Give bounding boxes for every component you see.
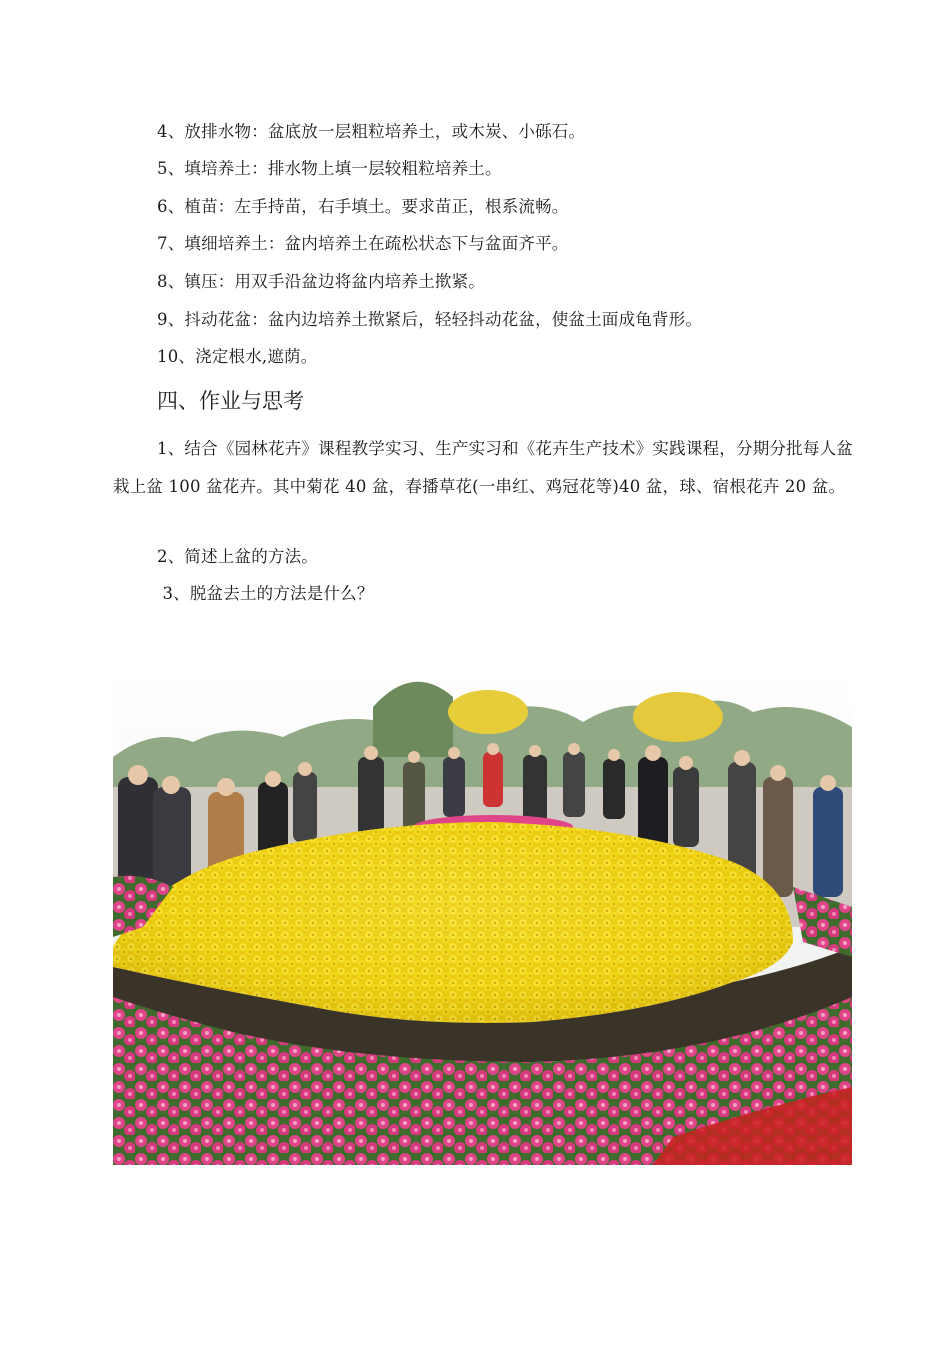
step-10: 10、浇定根水,遮荫。: [157, 347, 318, 366]
step-6: 6、植苗：左手持苗，右手填土。要求苗正，根系流畅。: [157, 197, 569, 216]
step-5: 5、填培养土：排水物上填一层较粗粒培养土。: [157, 159, 502, 178]
section-title: 四、作业与思考: [157, 389, 304, 413]
step-7: 7、填细培养土：盆内培养土在疏松状态下与盆面齐平。: [157, 234, 569, 253]
step-8: 8、镇压：用双手沿盆边将盆内培养土揿紧。: [157, 272, 485, 291]
assignment-3: 3、脱盆去土的方法是什么？: [157, 584, 374, 603]
step-4: 4、放排水物：盆底放一层粗粒培养土，或木炭、小砾石。: [157, 122, 586, 141]
assignment-1: 1、结合《园林花卉》课程教学实习、生产实习和《花卉生产技术》实践课程，分期分批每人盆栽上盆 100 盆花卉。其中菊花 40 盆，春播草花(一串红、鸡冠花等)40 盆，球、宿根花卉 20 盆。: [113, 439, 853, 496]
step-9: 9、抖动花盆：盆内边培养土揿紧后，轻轻抖动花盆，使盆土面成龟背形。: [157, 310, 703, 329]
chrysanthemum-display-photo: [113, 667, 852, 1165]
assignment-2: 2、简述上盆的方法。: [157, 547, 318, 566]
